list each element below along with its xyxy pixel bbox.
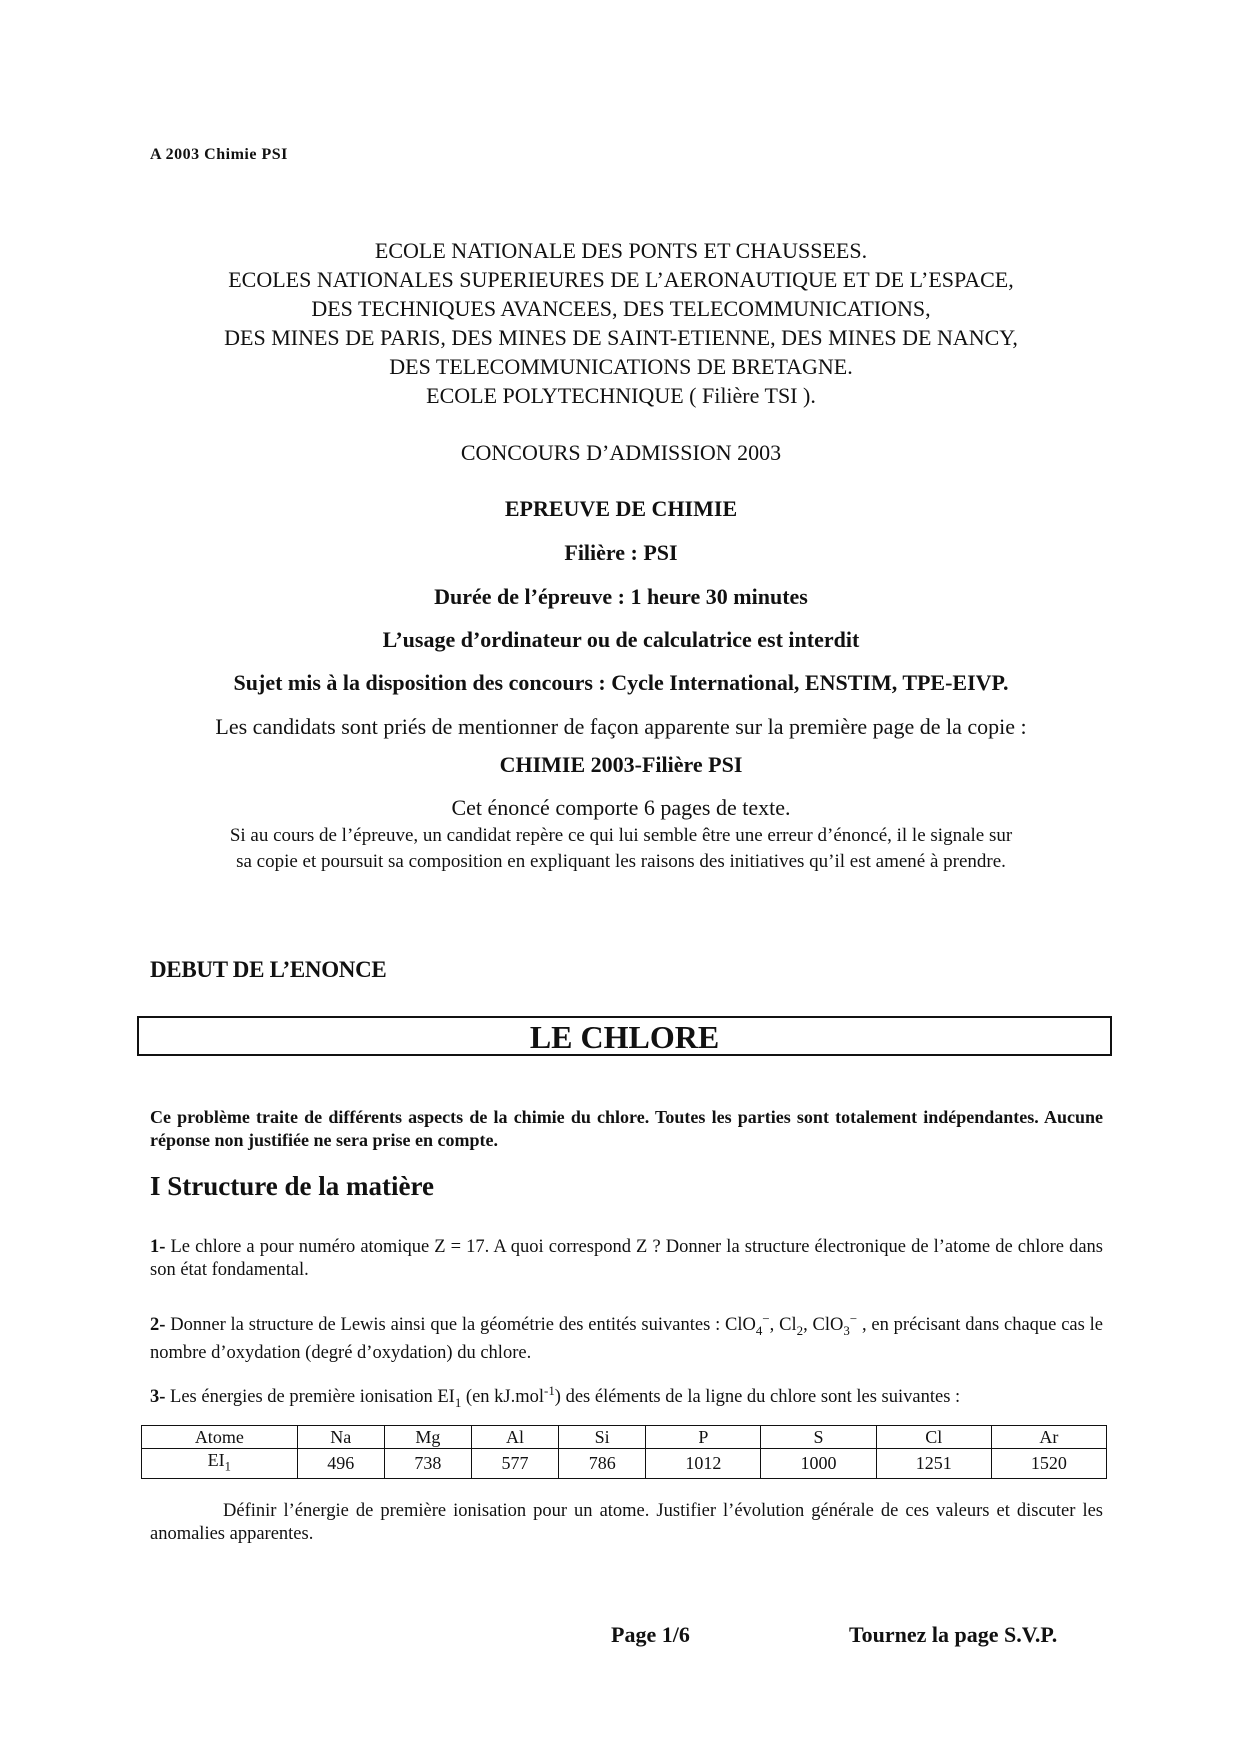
school-line: DES TECHNIQUES AVANCEES, DES TELECOMMUNICATIONS, bbox=[311, 296, 931, 321]
table-cell: Cl bbox=[876, 1426, 991, 1449]
school-line: ECOLE NATIONALE DES PONTS ET CHAUSSEES. bbox=[374, 238, 868, 263]
question-2 bbox=[150, 1307, 1103, 1365]
intro-paragraph: Ce problème traite de différents aspects de la chimie du chlore. Toutes les parties sont totalement indépendantes. Aucune réponse non justifiée ne sera prise en compte. bbox=[150, 1107, 1103, 1150]
table-cell: S bbox=[761, 1426, 876, 1449]
question-number: 2- bbox=[150, 1315, 166, 1336]
erreur-line: sa copie et poursuit sa composition en expliquant les raisons des initiatives qu’il est amené à prendre. bbox=[236, 851, 1006, 872]
section-heading: I Structure de la matière bbox=[150, 1171, 434, 1201]
question-3-followup: Définir l’énergie de première ionisation pour un atome. Justifier l’évolution générale de ces valeurs et discuter les anomalies apparentes. bbox=[150, 1501, 1103, 1544]
question-text: Les énergies de première ionisation EI bbox=[165, 1387, 455, 1408]
school-line: DES TELECOMMUNICATIONS DE BRETAGNE. bbox=[389, 354, 853, 379]
table-cell: P bbox=[646, 1426, 761, 1449]
concours-title: CONCOURS D’ADMISSION 2003 bbox=[460, 440, 782, 465]
question-text: , Cl bbox=[769, 1315, 797, 1336]
table-cell: 1012 bbox=[646, 1449, 761, 1479]
table-cell: 738 bbox=[384, 1449, 471, 1479]
subscript: 2 bbox=[796, 1322, 804, 1338]
question-text: , ClO bbox=[803, 1315, 844, 1336]
candidats-line: Les candidats sont priés de mentionner de façon apparente sur la première page de la copie : bbox=[215, 714, 1027, 739]
table-row bbox=[142, 1426, 1107, 1449]
question-1 bbox=[150, 1236, 1103, 1282]
table-cell: 1000 bbox=[761, 1449, 876, 1479]
ionisation-table bbox=[141, 1425, 1107, 1479]
filiere-line: Filière : PSI bbox=[564, 540, 678, 565]
question-text: ) des éléments de la ligne du chlore sont les suivantes : bbox=[554, 1387, 961, 1408]
epreuve-title: EPREUVE DE CHIMIE bbox=[504, 496, 738, 521]
question-text: Donner la structure de Lewis ainsi que la géométrie des entités suivantes : ClO bbox=[165, 1315, 756, 1336]
school-line: ECOLE POLYTECHNIQUE ( Filière TSI ). bbox=[426, 383, 816, 408]
schools-list bbox=[0, 236, 1242, 410]
table-cell: Atome bbox=[142, 1426, 298, 1449]
table-cell: 1520 bbox=[991, 1449, 1106, 1479]
question-text: , en précisant dans chaque cas le nombre d’oxydation (degré d’oxydation) du chlore. bbox=[150, 1315, 1103, 1363]
table-cell: Na bbox=[297, 1426, 384, 1449]
table-cell bbox=[142, 1449, 298, 1479]
subscript: 4 bbox=[755, 1322, 763, 1338]
table-cell: 786 bbox=[559, 1449, 646, 1479]
subscript: 1 bbox=[454, 1394, 462, 1410]
question-text: Le chlore a pour numéro atomique Z = 17. A quoi correspond Z ? Donner la structure électronique de l’atome de chlore dans son état fondamental. bbox=[150, 1237, 1103, 1280]
question-text: (en kJ.mol bbox=[461, 1387, 545, 1408]
table-cell: 1251 bbox=[876, 1449, 991, 1479]
table-cell: Al bbox=[471, 1426, 558, 1449]
sujet-line: Sujet mis à la disposition des concours : Cycle International, ENSTIM, TPE-EIVP. bbox=[233, 670, 1009, 695]
problem-title: LE CHLORE bbox=[137, 1016, 1112, 1056]
question-number: 1- bbox=[150, 1237, 166, 1257]
school-line: ECOLES NATIONALES SUPERIEURES DE L’AERONAUTIQUE ET DE L’ESPACE, bbox=[228, 267, 1014, 292]
copie-title: CHIMIE 2003-Filière PSI bbox=[499, 752, 743, 777]
table-cell: Si bbox=[559, 1426, 646, 1449]
turn-page-note: Tournez la page S.V.P. bbox=[849, 1622, 1058, 1647]
subscript: 1 bbox=[224, 1459, 231, 1474]
erreur-note bbox=[0, 823, 1242, 875]
table-row bbox=[142, 1449, 1107, 1479]
table-cell: Ar bbox=[991, 1426, 1106, 1449]
cell-label: EI bbox=[207, 1450, 225, 1470]
pages-note: Cet énoncé comporte 6 pages de texte. bbox=[451, 795, 791, 820]
school-line: DES MINES DE PARIS, DES MINES DE SAINT-ETIENNE, DES MINES DE NANCY, bbox=[224, 325, 1018, 350]
table-cell: 496 bbox=[297, 1449, 384, 1479]
erreur-line: Si au cours de l’épreuve, un candidat repère ce qui lui semble être une erreur d’énoncé, il le signale sur bbox=[229, 825, 1013, 846]
question-number: 3- bbox=[150, 1387, 166, 1408]
usage-line: L’usage d’ordinateur ou de calculatrice est interdit bbox=[382, 627, 860, 652]
superscript: -1 bbox=[544, 1383, 555, 1398]
superscript: − bbox=[849, 1311, 858, 1326]
duree-line: Durée de l’épreuve : 1 heure 30 minutes bbox=[434, 584, 808, 609]
page-number: Page 1/6 bbox=[611, 1622, 690, 1647]
table-cell: Mg bbox=[384, 1426, 471, 1449]
superscript: − bbox=[762, 1311, 770, 1326]
table-cell: 577 bbox=[471, 1449, 558, 1479]
exam-reference: A 2003 Chimie PSI bbox=[150, 146, 288, 163]
subscript: 3 bbox=[843, 1322, 850, 1338]
debut-enonce: DEBUT DE L’ENONCE bbox=[150, 957, 387, 982]
question-3 bbox=[150, 1379, 1103, 1414]
